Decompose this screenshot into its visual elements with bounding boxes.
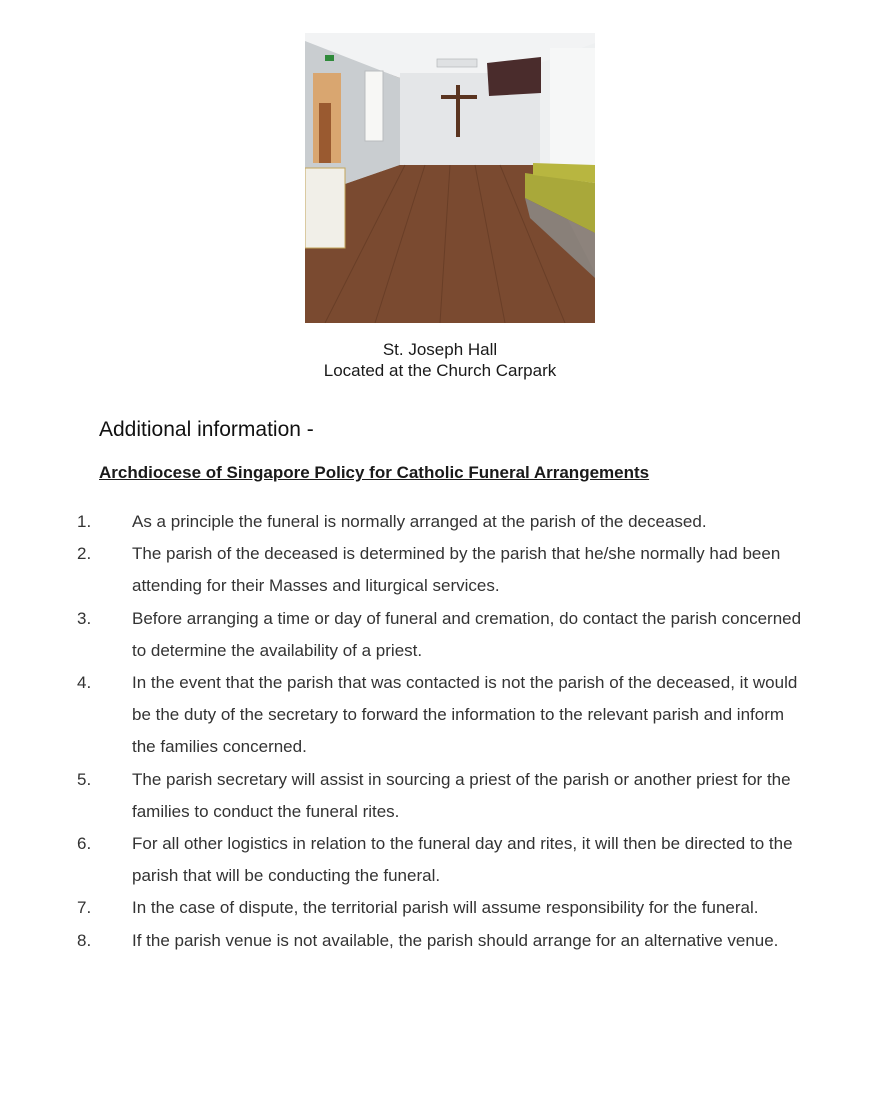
folded-tables bbox=[305, 168, 345, 248]
policy-item-text: The parish secretary will assist in sourcing a priest of the parish or another priest for the families to conduct the funeral rites. bbox=[132, 769, 791, 821]
policy-item-6 bbox=[0, 828, 880, 892]
policy-item-3 bbox=[0, 603, 880, 667]
policy-item-7 bbox=[0, 892, 880, 924]
policy-item-number: 6. bbox=[77, 834, 92, 854]
aircon bbox=[437, 59, 477, 67]
policy-item-5 bbox=[0, 764, 880, 828]
policy-item-number: 7. bbox=[77, 898, 92, 918]
policy-item-2 bbox=[0, 538, 880, 602]
hall-photo bbox=[305, 33, 595, 323]
policy-item-4 bbox=[0, 667, 880, 764]
policy-item-text: For all other logistics in relation to the funeral day and rites, it will then be directed to the parish that will be conducting the funeral. bbox=[132, 834, 793, 886]
policy-list bbox=[0, 506, 880, 957]
hall-photo-illustration bbox=[305, 33, 595, 323]
policy-item-text: If the parish venue is not available, the parish should arrange for an alternative venue. bbox=[132, 930, 779, 950]
policy-item-text: In the case of dispute, the territorial parish will assume responsibility for the funeral. bbox=[132, 898, 759, 918]
policy-item-1 bbox=[0, 506, 880, 538]
policy-item-8 bbox=[0, 925, 880, 957]
policy-item-number: 4. bbox=[77, 673, 92, 693]
policy-item-number: 3. bbox=[77, 608, 92, 628]
policy-item-text: The parish of the deceased is determined by the parish that he/she normally had been attending for their Masses and liturgical services. bbox=[132, 544, 781, 596]
policy-item-text: As a principle the funeral is normally arranged at the parish of the deceased. bbox=[132, 512, 707, 531]
policy-item-number: 2. bbox=[77, 544, 92, 564]
additional-information-heading: Additional information - bbox=[99, 418, 314, 441]
policy-item-text: In the event that the parish that was contacted is not the parish of the deceased, it would be the duty of the secretary to forward the information to the relevant parish and inform the families concerned. bbox=[132, 673, 798, 757]
policy-title: Archdiocese of Singapore Policy for Catholic Funeral Arrangements bbox=[99, 463, 650, 482]
policy-item-number: 5. bbox=[77, 769, 92, 789]
policy-item-number: 8. bbox=[77, 930, 92, 950]
photo-caption-title: St. Joseph Hall bbox=[382, 340, 498, 359]
policy-item-text: Before arranging a time or day of funeral and cremation, do contact the parish concerned to determine the availability of a priest. bbox=[132, 608, 802, 660]
photo-caption-location: Located at the Church Carpark bbox=[323, 361, 557, 380]
exit-sign bbox=[325, 55, 334, 61]
window bbox=[365, 71, 383, 141]
tv-screen bbox=[487, 57, 541, 96]
policy-item-number: 1. bbox=[77, 512, 92, 531]
